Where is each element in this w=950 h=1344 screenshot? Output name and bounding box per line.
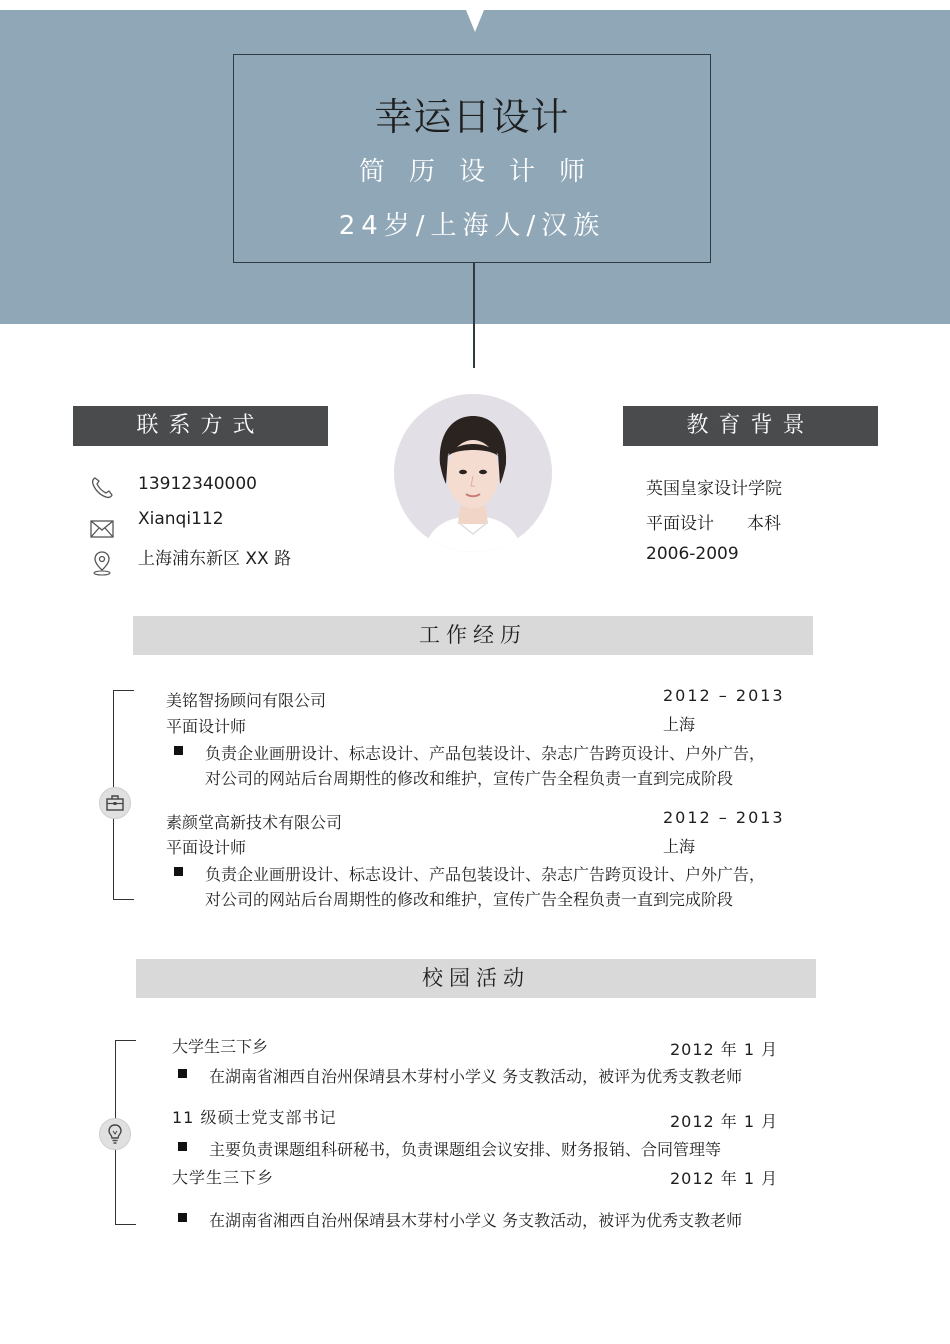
campus-3-desc: 在湖南省湘西自治州保靖县木芽村小学义 务支教活动，被评为优秀支教老师 [209,1211,743,1230]
education-school: 英国皇家设计学院 [646,479,782,499]
work-2-bullet [174,867,183,876]
work-section-title: 工作经历 [133,616,813,655]
phone-icon [88,474,116,502]
education-major: 平面设计 [646,514,714,534]
campus-1-date: 2012 年 1 月 [670,1040,779,1059]
work-1-desc-line2: 对公司的网站后台周期性的修改和维护，宣传广告全程负责一直到完成阶段 [205,769,734,788]
contact-address: 上海浦东新区 XX 路 [138,549,292,569]
location-pin-icon [88,549,116,577]
campus-1-desc: 在湖南省湘西自治州保靖县木芽村小学义 务支教活动，被评为优秀支教老师 [209,1067,743,1086]
connector-line [473,263,475,368]
work-2-city: 上海 [663,837,696,856]
envelope-icon [88,515,116,543]
campus-2-date: 2012 年 1 月 [670,1112,779,1131]
education-period: 2006-2009 [646,544,739,564]
education-degree: 本科 [747,514,781,534]
work-2-desc-line1: 负责企业画册设计、标志设计、产品包装设计、杂志广告跨页设计、户外广告， [205,865,766,884]
campus-2-name: 11 级硕士党支部书记 [172,1108,337,1127]
work-1-desc-line1: 负责企业画册设计、标志设计、产品包装设计、杂志广告跨页设计、户外广告， [205,744,766,763]
briefcase-icon [99,787,131,819]
work-2-position: 平面设计师 [166,838,247,857]
campus-3-bullet [178,1213,187,1222]
candidate-name: 幸运日设计 [374,95,570,139]
candidate-info: 24岁/上海人/汉族 [338,211,606,241]
work-1-company: 美铭智扬顾问有限公司 [166,691,327,710]
campus-2-desc: 主要负责课题组科研秘书，负责课题组会议安排、财务报销、合同管理等 [209,1140,722,1159]
education-section-title: 教育背景 [623,406,878,446]
candidate-role: 简历设计师 [358,157,609,187]
work-1-position: 平面设计师 [166,717,247,736]
lightbulb-icon [99,1118,131,1150]
header-notch [466,10,484,32]
contact-section-title: 联系方式 [73,406,328,446]
campus-section-title: 校园活动 [136,959,816,998]
contact-phone: 13912340000 [138,474,257,494]
work-1-bullet [174,746,183,755]
campus-3-name: 大学生三下乡 [172,1168,275,1187]
avatar [394,394,552,552]
campus-1-name: 大学生三下乡 [172,1037,269,1056]
contact-email: Xianqi112 [138,509,224,529]
work-2-date: 2012 – 2013 [663,808,785,827]
campus-2-bullet [178,1142,187,1151]
work-2-company: 素颜堂高新技术有限公司 [166,813,343,832]
work-1-city: 上海 [663,715,696,734]
campus-3-date: 2012 年 1 月 [670,1169,779,1188]
campus-1-bullet [178,1069,187,1078]
work-1-date: 2012 – 2013 [663,686,785,705]
work-2-desc-line2: 对公司的网站后台周期性的修改和维护，宣传广告全程负责一直到完成阶段 [205,890,734,909]
